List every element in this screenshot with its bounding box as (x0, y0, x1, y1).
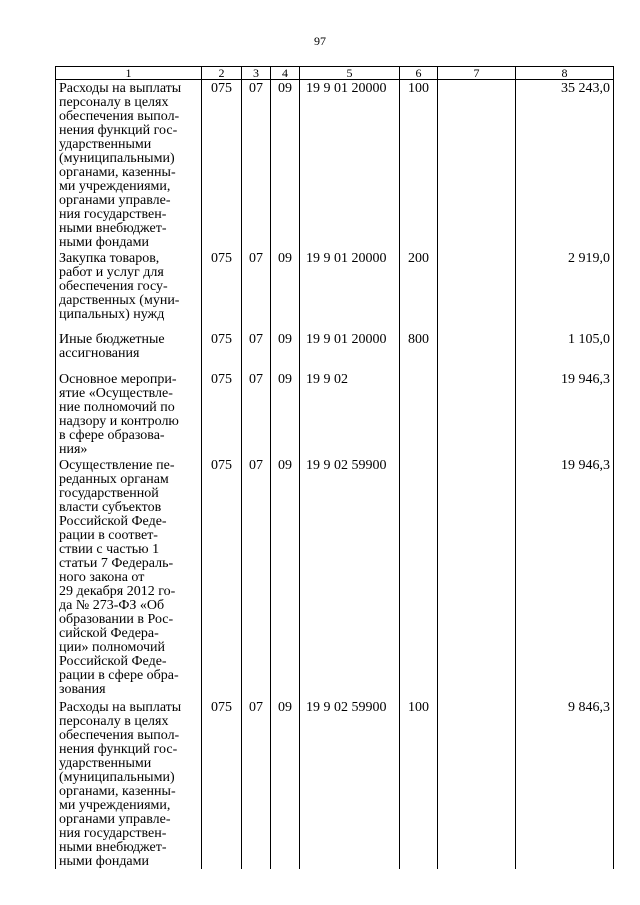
table-row (56, 80, 614, 251)
cell-subsection: 09 (271, 699, 300, 869)
budget-table (55, 66, 614, 869)
cell-amount: 35 243,0 (516, 80, 614, 251)
cell-expense-type: 100 (400, 80, 438, 251)
cell-section: 07 (242, 457, 271, 699)
cell-section: 07 (242, 331, 271, 371)
cell-subsection: 09 (271, 331, 300, 371)
cell-target-article: 19 9 01 20000 (300, 80, 400, 251)
row-name: Расходы на выплаты персоналу в целях обеспечения выпол- нения функций гос- ударственными (муниципальными) органами, казенны- ми учреждениями, органами управле- ния государствен- ными внебюджет- ными фондами (56, 699, 202, 869)
cell-amount: 19 946,3 (516, 457, 614, 699)
table-row (56, 250, 614, 331)
table-row (56, 371, 614, 457)
column-header: 1 (56, 67, 202, 80)
cell-column-7 (438, 331, 516, 371)
column-header: 7 (438, 67, 516, 80)
column-header: 6 (400, 67, 438, 80)
cell-amount: 9 846,3 (516, 699, 614, 869)
cell-expense-type (400, 371, 438, 457)
column-header: 4 (271, 67, 300, 80)
cell-target-article: 19 9 02 (300, 371, 400, 457)
cell-target-article: 19 9 01 20000 (300, 331, 400, 371)
cell-expense-type: 800 (400, 331, 438, 371)
cell-amount: 1 105,0 (516, 331, 614, 371)
cell-column-7 (438, 371, 516, 457)
cell-column-7 (438, 699, 516, 869)
column-header: 5 (300, 67, 400, 80)
cell-column-7 (438, 250, 516, 331)
cell-subsection: 09 (271, 250, 300, 331)
cell-section: 07 (242, 699, 271, 869)
cell-section: 07 (242, 371, 271, 457)
row-name: Расходы на выплаты персоналу в целях обеспечения выпол- нения функций гос- ударственными (муниципальными) органами, казенны- ми учреждениями, органами управле- ния государствен- ными внебюджет- ными фондами (56, 80, 202, 251)
cell-ministry-code: 075 (202, 250, 242, 331)
table-row (56, 331, 614, 371)
cell-section: 07 (242, 80, 271, 251)
cell-column-7 (438, 80, 516, 251)
cell-ministry-code: 075 (202, 331, 242, 371)
cell-expense-type: 100 (400, 699, 438, 869)
table-row (56, 457, 614, 699)
row-name: Основное меропри- ятие «Осуществле- ние полномочий по надзору и контролю в сфере образова- ния» (56, 371, 202, 457)
cell-amount: 19 946,3 (516, 371, 614, 457)
cell-ministry-code: 075 (202, 80, 242, 251)
table-header-row (56, 67, 614, 80)
cell-ministry-code: 075 (202, 457, 242, 699)
cell-section: 07 (242, 250, 271, 331)
row-name: Осуществление пе- реданных органам государственной власти субъектов Российской Феде- рации в соответ- ствии с частью 1 статьи 7 Федераль- ного закона от 29 декабря 2012 го- да № 273-ФЗ «Об образовании в Рос- сийской Федера- ции» полномочий Российской Феде- рации в сфере обра- зования (56, 457, 202, 699)
cell-subsection: 09 (271, 457, 300, 699)
cell-expense-type: 200 (400, 250, 438, 331)
table-row (56, 699, 614, 869)
cell-amount: 2 919,0 (516, 250, 614, 331)
cell-subsection: 09 (271, 371, 300, 457)
cell-expense-type (400, 457, 438, 699)
cell-ministry-code: 075 (202, 699, 242, 869)
page-number: 97 (314, 34, 326, 48)
cell-ministry-code: 075 (202, 371, 242, 457)
row-name: Иные бюджетные ассигнования (56, 331, 202, 371)
cell-target-article: 19 9 02 59900 (300, 457, 400, 699)
cell-subsection: 09 (271, 80, 300, 251)
row-name: Закупка товаров, работ и услуг для обеспечения госу- дарственных (муни- ципальных) нужд (56, 250, 202, 331)
cell-target-article: 19 9 02 59900 (300, 699, 400, 869)
cell-target-article: 19 9 01 20000 (300, 250, 400, 331)
column-header: 8 (516, 67, 614, 80)
column-header: 3 (242, 67, 271, 80)
cell-column-7 (438, 457, 516, 699)
column-header: 2 (202, 67, 242, 80)
